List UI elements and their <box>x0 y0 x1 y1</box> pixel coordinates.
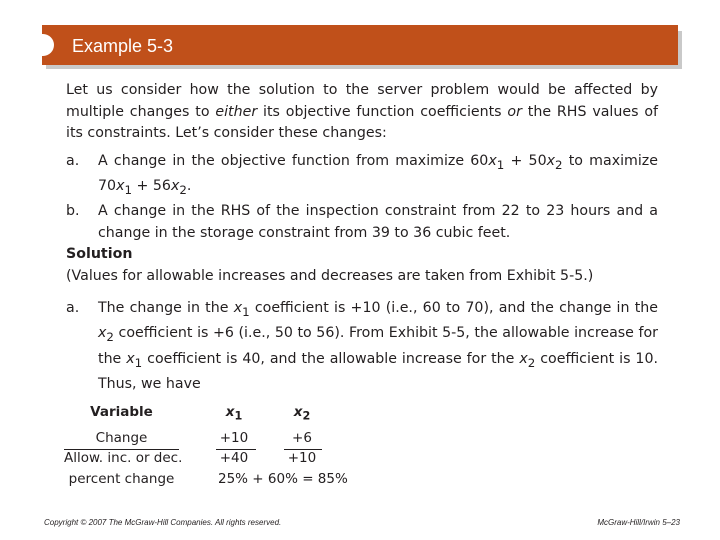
row-label: Allow. inc. or dec. <box>64 450 183 466</box>
percent-change-sum: 25% + 60% = 85% <box>218 471 348 487</box>
slide-title: Example 5-3 <box>72 36 174 56</box>
header-variable: Variable <box>90 404 153 420</box>
solution-a-text: The change in the $x_1$ coefficient is +10 (i.e., 60 to 70), and the change in the $x_2$ coefficient is +6 (i.e., 50 to 56). From Exhibit 5-5, the allowable increase for the $x_1$ coefficient is 40, and the allowable increase for the $x_2$ coefficient is 10. Thus, we have <box>98 300 658 393</box>
intro-paragraph: Let us consider how the solution to the server problem would be affected by multiple changes to either its objective function coefficients or the RHS values of its constraints. Let’s consider these changes: <box>66 82 658 141</box>
list-marker: a. <box>66 300 80 317</box>
header-x1: $x_1$ <box>225 404 243 423</box>
change-b-text: A change in the RHS of the inspection constraint from 22 to 23 hours and a change in the storage constraint from 39 to 36 cubic feet. <box>98 203 658 241</box>
solution-heading: Solution <box>66 246 133 263</box>
row-x2-value: +10 <box>287 450 317 466</box>
solution-item-a <box>66 298 658 395</box>
copyright-notice: Copyright © 2007 The McGraw-Hill Companies. All rights reserved. <box>44 518 282 527</box>
solution-note: (Values for allowable increases and decreases are taken from Exhibit 5-5.) <box>66 267 594 284</box>
change-a-text: A change in the objective function from maximize $60x_1 + 50x_2$ to maximize $70x_1 + 56x_2$. <box>98 152 658 197</box>
slide-content <box>66 80 658 396</box>
row-x1-value: +40 <box>219 450 249 466</box>
list-marker: a. <box>66 152 80 169</box>
row-x2-value: +6 <box>292 430 312 446</box>
header-x2: $x_2$ <box>293 404 311 423</box>
list-marker: b. <box>66 203 80 220</box>
row-label: percent change <box>68 471 175 487</box>
page-number: McGraw-Hill/Irwin 5–23 <box>597 518 680 527</box>
row-label: Change <box>95 430 148 446</box>
change-item-a <box>66 151 658 202</box>
row-x1-value: +10 <box>219 430 249 446</box>
change-item-b <box>66 201 658 244</box>
